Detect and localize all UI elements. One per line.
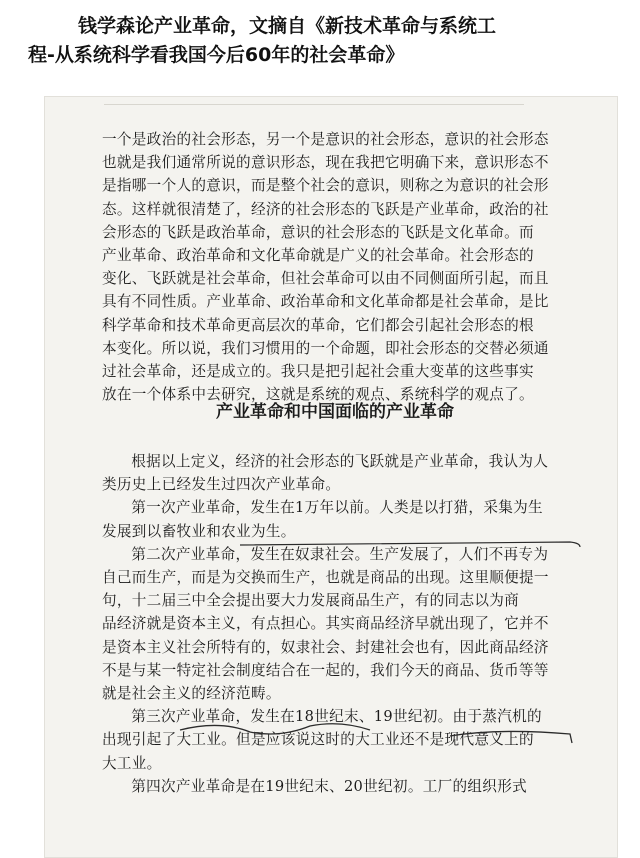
paragraph-line: 根据以上定义，经济的社会形态的飞跃就是产业革命，我认为人	[131, 453, 549, 470]
paragraph-line: 第一次产业革命，发生在1万年以前。人类是以打猎，采集为生	[131, 499, 543, 517]
text-line: 过社会革命，还是成立的。我只是把引起社会重大变革的这些事实	[102, 363, 534, 381]
text-line: 变化、飞跃就是社会革命，但社会革命可以由不同侧面所引起，而且	[102, 270, 549, 288]
paragraph-line: 第四次产业革命是在19世纪末、20世纪初。工厂的组织形式	[131, 777, 527, 795]
text-line: 品经济就是资本主义，有点担心。其实商品经济早就出现了，它并不	[102, 615, 549, 633]
intro-paragraph	[102, 128, 572, 406]
scan-artifact-line	[104, 104, 524, 105]
text-line: 产业革命、政治革命和文化革命就是广义的社会革命。社会形态的	[102, 247, 534, 265]
text-line: 句，十二届三中全会提出要大力发展商品生产，有的同志以为商	[102, 592, 520, 610]
text-line: 会形态的飞跃是政治革命，意识的社会形态的飞跃是文化革命。而	[102, 223, 534, 241]
section-heading: 产业革命和中国面临的产业革命	[216, 402, 454, 422]
text-line: 本变化。所以说，我们习惯用的一个命题，即社会形态的交替必须通	[102, 339, 549, 357]
text-line: 是资本主义社会所特有的，奴隶社会、封建社会也有，因此商品经济	[102, 638, 549, 656]
text-line: 科学革命和技术革命更高层次的革命，它们都会引起社会形态的根	[102, 316, 534, 334]
text-line: 大工业。	[102, 754, 162, 772]
paragraph-line: 第二次产业革命，发生在奴隶社会。生产发展了，人们不再专为	[131, 545, 549, 563]
text-line: 就是社会主义的经济范畴。	[102, 685, 281, 703]
title-line-2: 程-从系统科学看我国今后60年的社会革命》	[28, 44, 405, 66]
paragraph-line: 第三次产业革命，发生在18世纪末、19世纪初。由于蒸汽机的	[131, 708, 542, 726]
text-line: 放在一个体系中去研究，这就是系统的观点、系统科学的观点了。	[102, 386, 534, 404]
document-title	[26, 12, 606, 70]
text-line: 一个是政治的社会形态，另一个是意识的社会形态，意识的社会形态	[102, 131, 549, 148]
text-line: 也就是我们通常所说的意识形态，现在我把它明确下来，意识形态不	[102, 154, 549, 172]
text-line: 出现引起了大工业。但是应该说这时的大工业还不是现代意义上的	[102, 731, 534, 749]
text-line: 自己而生产，而是为交换而生产，也就是商品的出现。这里顺便提一	[102, 569, 549, 587]
text-line: 具有不同性质。产业革命、政治革命和文化革命都是社会革命，是比	[102, 293, 549, 311]
body-text	[102, 450, 572, 798]
text-line: 是指哪一个人的意识，而是整个社会的意识，则称之为意识的社会形	[102, 177, 549, 195]
title-line-1: 钱学森论产业革命，文摘自《新技术革命与系统工	[78, 15, 497, 37]
text-line: 不是与某一特定社会制度结合在一起的，我们今天的商品、货币等等	[102, 661, 549, 679]
text-line: 类历史上已经发生过四次产业革命。	[102, 476, 341, 494]
text-line: 发展到以畜牧业和农业为生。	[102, 522, 296, 540]
text-line: 态。这样就很清楚了，经济的社会形态的飞跃是产业革命，政治的社	[102, 200, 549, 218]
